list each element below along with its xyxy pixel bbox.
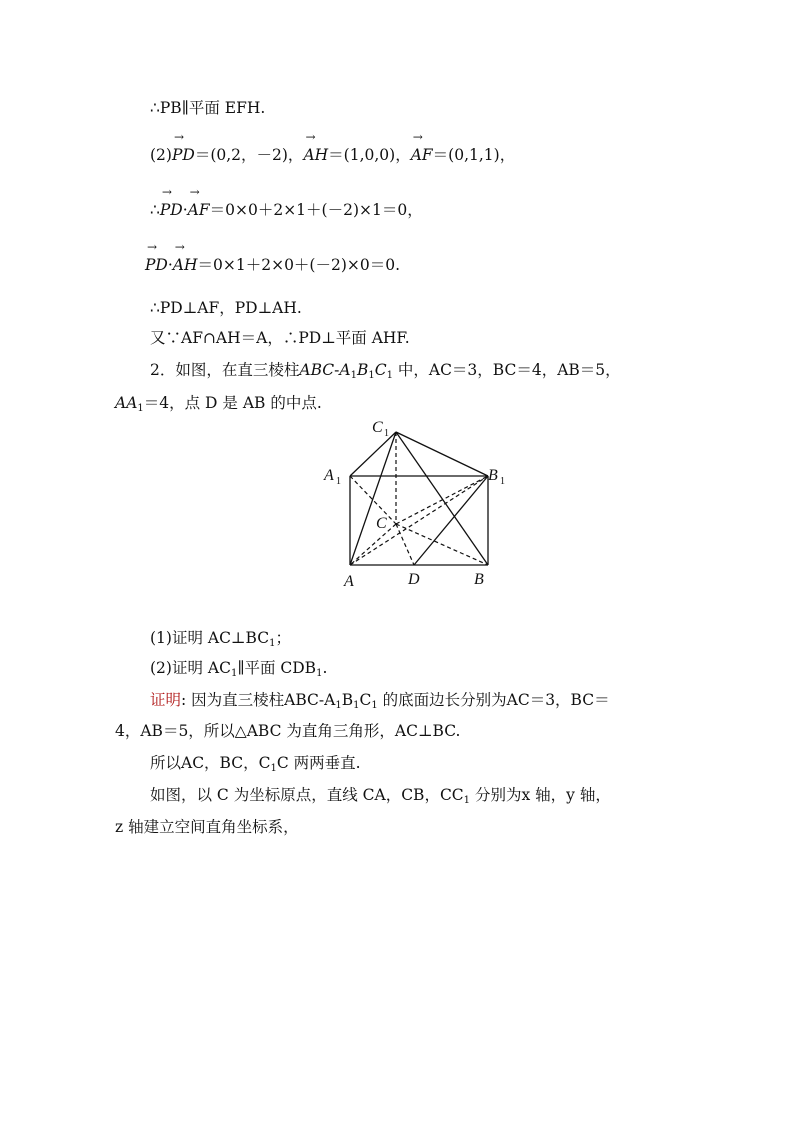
text-line-vectors <box>150 145 515 165</box>
text: 的底面边长分别为AC＝3，BC＝ <box>377 691 610 709</box>
text: ABC <box>299 361 335 379</box>
text: B <box>356 361 369 379</box>
text: AA <box>115 394 138 412</box>
subscript: 1 <box>316 668 323 679</box>
text: . <box>322 659 328 677</box>
text: · <box>182 201 188 219</box>
subscript: 1 <box>368 370 375 381</box>
vector-pd: → PD <box>172 145 195 165</box>
label-c1-sub: 1 <box>384 428 389 439</box>
subscript: 1 <box>230 668 238 679</box>
subscript: 1 <box>371 700 378 711</box>
text: z 轴建立空间直角坐标系， <box>115 818 299 836</box>
text: A <box>339 361 351 379</box>
label-b: B <box>474 571 484 588</box>
label-b1: B <box>488 467 498 484</box>
label-d: D <box>408 571 420 588</box>
subscript: 1 <box>386 370 393 381</box>
vector-pd: → PD <box>160 200 183 220</box>
text: C <box>374 361 387 379</box>
text: 4，AB＝5，所以△ABC 为直角三角形，AC⊥BC. <box>115 722 461 740</box>
label-a: A <box>344 573 354 590</box>
label-c1: C <box>372 419 383 436</box>
proof-line-3 <box>150 753 361 779</box>
text: : 因为直三棱柱ABC-A <box>181 691 336 709</box>
text-line-1 <box>150 98 265 118</box>
text: (1)证明 AC⊥BC <box>150 629 270 647</box>
vector-af: → AF <box>188 200 210 220</box>
text: B <box>341 691 354 709</box>
text: ＝(1,0,0)， <box>328 146 411 164</box>
text: (2)证明 AC <box>150 659 231 677</box>
vector-af: → AF <box>411 145 433 165</box>
text: 又∵AF∩AH＝A，∴PD⊥平面 AHF. <box>150 329 410 347</box>
text: 分别为x 轴，y 轴， <box>470 786 611 804</box>
problem-2-line-1 <box>150 360 621 386</box>
text: ∴PB∥平面 EFH. <box>150 99 266 117</box>
text: 中，AC＝3，BC＝4，AB＝5， <box>392 361 621 379</box>
proof-line-4 <box>150 785 611 811</box>
text: · <box>167 256 173 274</box>
text: 所以AC，BC，C <box>150 754 271 772</box>
subscript: 1 <box>353 700 360 711</box>
text-line-dot1 <box>150 200 423 220</box>
text-line-dot2 <box>145 255 400 275</box>
proof-line-1 <box>150 690 610 716</box>
text: 如图，以 C 为坐标原点，直线 CA，CB，CC <box>150 786 464 804</box>
text: 2．如图，在直三棱柱 <box>150 361 300 379</box>
prism-diagram <box>310 410 530 595</box>
subscript: 1 <box>463 795 471 806</box>
text: ＝(0,1,1)， <box>432 146 516 164</box>
text: - <box>334 361 340 379</box>
vector-pd: → PD <box>145 255 168 275</box>
text: C 两两垂直. <box>276 754 361 772</box>
vector-ah: → AH <box>173 255 198 275</box>
text: ∴ <box>150 201 160 219</box>
label-a1: A <box>324 467 334 484</box>
problem-2-line-2 <box>115 393 322 419</box>
proof-line-2 <box>115 721 460 741</box>
subscript: 1 <box>137 403 144 414</box>
text: ∥平面 CDB <box>237 659 317 677</box>
text: C <box>359 691 372 709</box>
question-2 <box>150 658 327 684</box>
question-1 <box>150 628 291 654</box>
text: ＝(0,2，－2)， <box>194 146 304 164</box>
subscript: 1 <box>335 700 342 711</box>
text: (2) <box>150 146 172 164</box>
label-b1-sub: 1 <box>500 476 505 487</box>
text-line-perp <box>150 298 302 318</box>
text: ∴PD⊥AF，PD⊥AH. <box>150 299 302 317</box>
text: ＝4，点 D 是 AB 的中点. <box>143 394 322 412</box>
subscript: 1 <box>350 370 357 381</box>
text: ； <box>275 629 291 647</box>
proof-label: 证明 <box>150 691 182 709</box>
subscript: 1 <box>270 763 277 774</box>
text: ＝0×1＋2×0＋(－2)×0＝0. <box>197 256 401 274</box>
proof-line-5 <box>115 817 299 837</box>
text-line-plane <box>150 328 410 348</box>
label-c: C <box>376 515 387 532</box>
vector-ah: → AH <box>303 145 328 165</box>
subscript: 1 <box>269 638 276 649</box>
label-a1-sub: 1 <box>336 476 341 487</box>
text: ＝0×0＋2×1＋(－2)×1＝0， <box>209 201 423 219</box>
